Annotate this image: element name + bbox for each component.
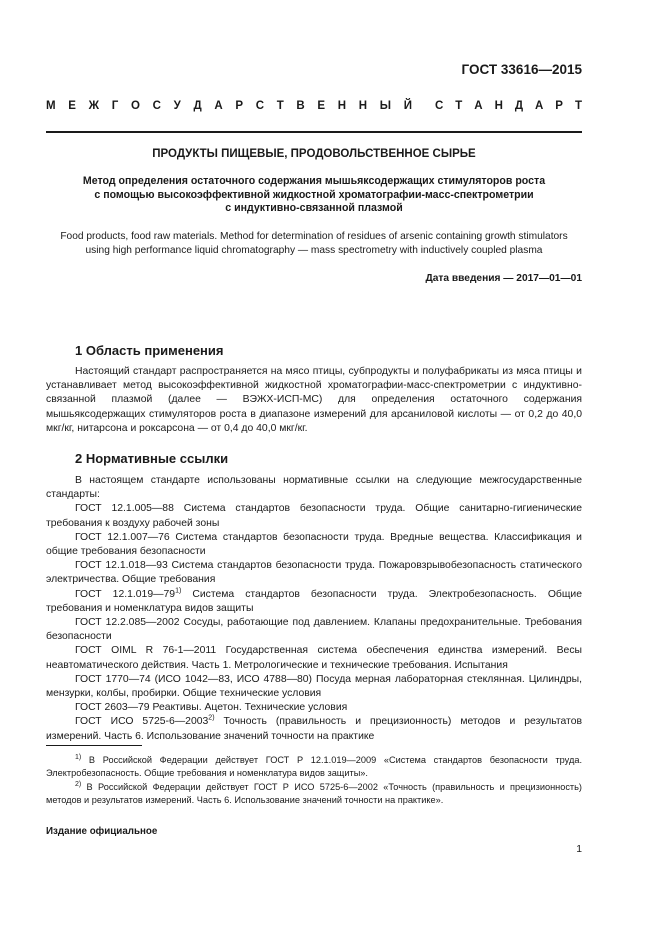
reference-item: ГОСТ 12.1.007—76 Система стандартов безопасности труда. Вредные вещества. Классификация и общие требования безопасности bbox=[46, 531, 582, 558]
banner-letter: Н bbox=[358, 100, 368, 112]
reference-item: ГОСТ OIML R 76-1—2011 Государственная система обеспечения единства измерений. Весы неавтоматического действия. Часть 1. Метрологические и технические требования. Испытания bbox=[46, 645, 582, 671]
banner-letter: Н bbox=[337, 100, 347, 112]
banner-letter: Д bbox=[193, 100, 202, 112]
edition-label: Издание официальное bbox=[46, 826, 158, 837]
banner-letter: Н bbox=[494, 100, 503, 112]
footnote: $^{2)}$ В Российской Федерации действует ГОСТ Р ИСО 5725-6—2002 «Точность (правильность и прецизионность) методов и результатов измерений. Часть 6. Использование значений точности на практике». bbox=[46, 780, 582, 805]
banner-letter: М bbox=[46, 100, 56, 112]
banner-letter: У bbox=[173, 100, 181, 112]
banner-word-interstate bbox=[46, 100, 412, 112]
banner-letter: С bbox=[255, 100, 264, 112]
banner-letter: Р bbox=[555, 100, 563, 112]
reference-item: ГОСТ 12.2.085—2002 Сосуды, работающие под давлением. Клапаны предохранительные. Требования безопасности bbox=[46, 617, 582, 643]
standard-banner bbox=[46, 100, 582, 112]
banner-letter: В bbox=[296, 100, 305, 112]
banner-word-standard bbox=[435, 100, 582, 112]
document-code: ГОСТ 33616—2015 bbox=[461, 62, 582, 77]
english-title bbox=[46, 230, 582, 257]
reference-item: ГОСТ 12.1.005—88 Система стандартов безопасности труда. Общие санитарно-гигиенические требования к воздуху рабочей зоны bbox=[46, 503, 582, 529]
banner-letter: А bbox=[474, 100, 483, 112]
banner-letter: Г bbox=[111, 100, 119, 112]
banner-letter: Ж bbox=[88, 100, 100, 112]
banner-letter: Е bbox=[317, 100, 326, 112]
footnote-mark: 2) bbox=[75, 780, 82, 788]
banner-letter: Е bbox=[68, 100, 76, 112]
banner-letter: А bbox=[535, 100, 544, 112]
document-title: ПРОДУКТЫ ПИЩЕВЫЕ, ПРОДОВОЛЬСТВЕННОЕ СЫРЬЕ bbox=[152, 148, 476, 160]
banner-letter: С bbox=[152, 100, 161, 112]
banner-letter: О bbox=[130, 100, 140, 112]
banner-letter: Д bbox=[514, 100, 524, 112]
banner-letter: Й bbox=[403, 100, 412, 112]
header-rule bbox=[46, 131, 582, 133]
subtitle-line: с индуктивно-связанной плазмой bbox=[225, 202, 403, 214]
banner-letter: С bbox=[435, 100, 444, 112]
banner-letter: Т bbox=[455, 100, 463, 112]
subtitle-line: Метод определения остаточного содержания мышьяксодержащих стимуляторов роста bbox=[82, 175, 546, 187]
banner-letter: Т bbox=[276, 100, 284, 112]
reference-item: ГОСТ 12.1.018—93 Система стандартов безопасности труда. Пожаровзрывобезопасность статического электричества. Общие требования bbox=[46, 560, 582, 586]
reference-item: ГОСТ 2603—79 Реактивы. Ацетон. Технические условия bbox=[75, 702, 348, 714]
section-heading-references: 2 Нормативные ссылки bbox=[75, 451, 229, 466]
document-subtitle bbox=[46, 175, 582, 216]
footnote: $^{1)}$ В Российской Федерации действует ГОСТ Р 12.1.019—2009 «Система стандартов безопасности труда. Электробезопасность. Общие требования и номенклатура видов защиты». bbox=[46, 753, 582, 778]
subtitle-line: с помощью высокоэффективной жидкостной хроматографии-масс-спектрометрии bbox=[94, 188, 534, 201]
references-list bbox=[46, 474, 582, 744]
english-title-line: Food products, food raw materials. Method for determination of residues of arsenic containing growth stimulators bbox=[60, 231, 568, 242]
banner-letter: А bbox=[214, 100, 223, 112]
reference-item: ГОСТ 1770—74 (ИСО 1042—83, ИСО 4788—80) Посуда мерная лабораторная стеклянная. Цилиндры, мензурки, колбы, пробирки. Общие технические условия bbox=[46, 673, 582, 700]
introduction-date: Дата введения — 2017—01—01 bbox=[425, 273, 582, 284]
banner-letter: Р bbox=[235, 100, 243, 112]
page-number: 1 bbox=[576, 844, 582, 855]
footnote-separator bbox=[46, 745, 142, 746]
english-title-line: using high performance liquid chromatography — mass spectrometry with inductively coupled plasma bbox=[85, 244, 543, 256]
banner-letter: Т bbox=[574, 100, 582, 112]
footnote-marker: 1) bbox=[175, 587, 182, 595]
section-heading-scope: 1 Область применения bbox=[75, 343, 224, 358]
reference-item: ГОСТ 12.1.019—79$^{1)}$ Система стандартов безопасности труда. Электробезопасность. Общие требования и номенклатура видов защиты bbox=[46, 587, 582, 614]
banner-letter: Ы bbox=[379, 100, 392, 112]
section-scope-text: Настоящий стандарт распространяется на мясо птицы, субпродукты и полуфабрикаты из мяса птицы и устанавливает метод высокоэффективной жидкостной хроматографии-масс-спектрометрии с индуктивно-связанной плазмой (далее — ВЭЖХ-ИСП-МС) для определения остаточного содержания мышьяксодержащих стимуляторов роста в диапазоне измерений для арсаниловой кислоты — от 0,2 до 40,0 мкг/кг, нитарсона и роксарсона — от 0,4 до 40,0 мкг/кг. bbox=[46, 366, 582, 434]
footnote-mark: 1) bbox=[75, 753, 82, 761]
reference-item: ГОСТ ИСО 5725-6—2003$^{2)}$ Точность (правильность и прецизионность) методов и результатов измерений. Часть 6. Использование значений точности на практике bbox=[46, 714, 582, 742]
references-intro: В настоящем стандарте использованы нормативные ссылки на следующие межгосударственные стандарты: bbox=[46, 475, 582, 501]
footnote-marker: 2) bbox=[208, 714, 215, 722]
